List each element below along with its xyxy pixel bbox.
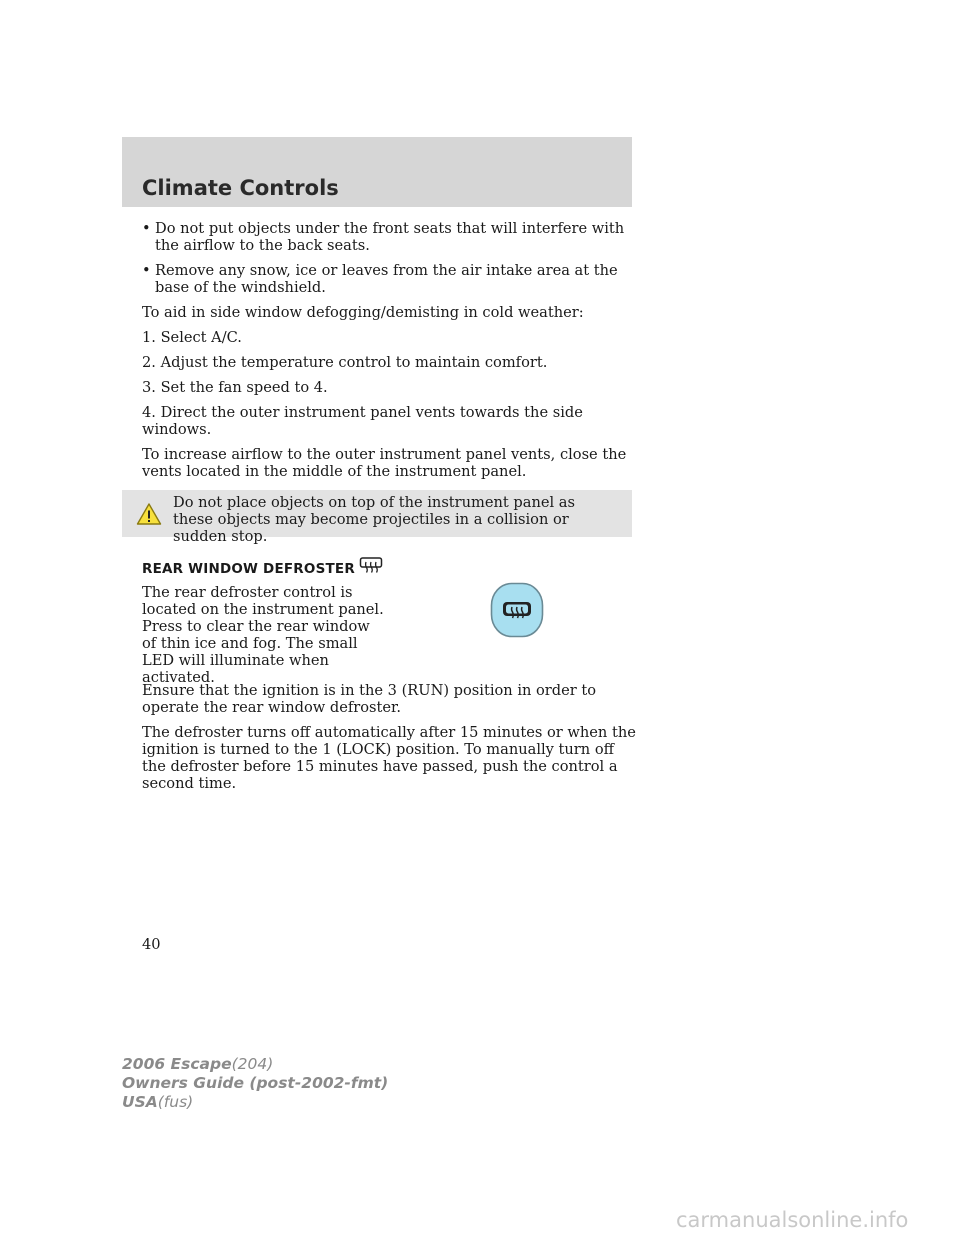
footer-line-3 (122, 1093, 388, 1112)
ignition-paragraph: Ensure that the ignition is in the 3 (RUN) position in order to operate the rear window defroster. (142, 682, 597, 716)
bullet-text: Do not put objects under the front seats that will interfere with the airflow to the back seats. (155, 220, 625, 254)
footer-line-1 (122, 1055, 388, 1074)
step-2: 2. Adjust the temperature control to maintain comfort. (142, 354, 548, 371)
page-title: Climate Controls (142, 176, 339, 200)
footer-region-code: (fus) (157, 1093, 194, 1111)
auto-off-paragraph: The defroster turns off automatically after 15 minutes or when the ignition is turned to the 1 (LOCK) position. To manually turn off the defroster before 15 minutes have passed, push the control a second time. (142, 724, 636, 792)
watermark: carmanualsonline.info (676, 1208, 909, 1232)
warning-triangle-icon (136, 502, 162, 530)
section-heading (142, 557, 642, 578)
airflow-note: To increase airflow to the outer instrument panel vents, close the vents located in the middle of the instrument panel. (142, 446, 627, 480)
rear-defrost-icon (359, 557, 383, 578)
page-number: 40 (142, 936, 161, 953)
bullet-icon: • (142, 220, 151, 237)
intro-text: To aid in side window defogging/demisting in cold weather: (142, 304, 584, 321)
bullet-text: Remove any snow, ice or leaves from the air intake area at the base of the windshield. (155, 262, 618, 296)
footer-region: USA (122, 1093, 158, 1111)
defroster-description: The rear defroster control is located on the instrument panel. Press to clear the rear window of thin ice and fog. The small LED will illuminate when activated. (142, 584, 384, 686)
warning-box (122, 490, 632, 545)
step-4: 4. Direct the outer instrument panel vents towards the side windows. (142, 404, 583, 438)
list-item (142, 220, 642, 254)
rear-defrost-button (490, 582, 544, 642)
warning-text: Do not place objects on top of the instrument panel as these objects may become projectiles in a collision or sudden stop. (173, 494, 575, 545)
step-1: 1. Select A/C. (142, 329, 242, 346)
bullet-icon: • (142, 262, 151, 279)
page-content (142, 220, 642, 800)
section-title: REAR WINDOW DEFROSTER (142, 561, 355, 577)
step-3: 3. Set the fan speed to 4. (142, 379, 328, 396)
list-item (142, 262, 642, 296)
footer-line-2 (122, 1074, 388, 1093)
footer (122, 1055, 388, 1112)
defroster-description-row (142, 584, 642, 686)
footer-guide: Owners Guide (post-2002-fmt) (122, 1074, 389, 1092)
footer-model: 2006 Escape (122, 1055, 232, 1073)
footer-model-code: (204) (231, 1055, 274, 1073)
